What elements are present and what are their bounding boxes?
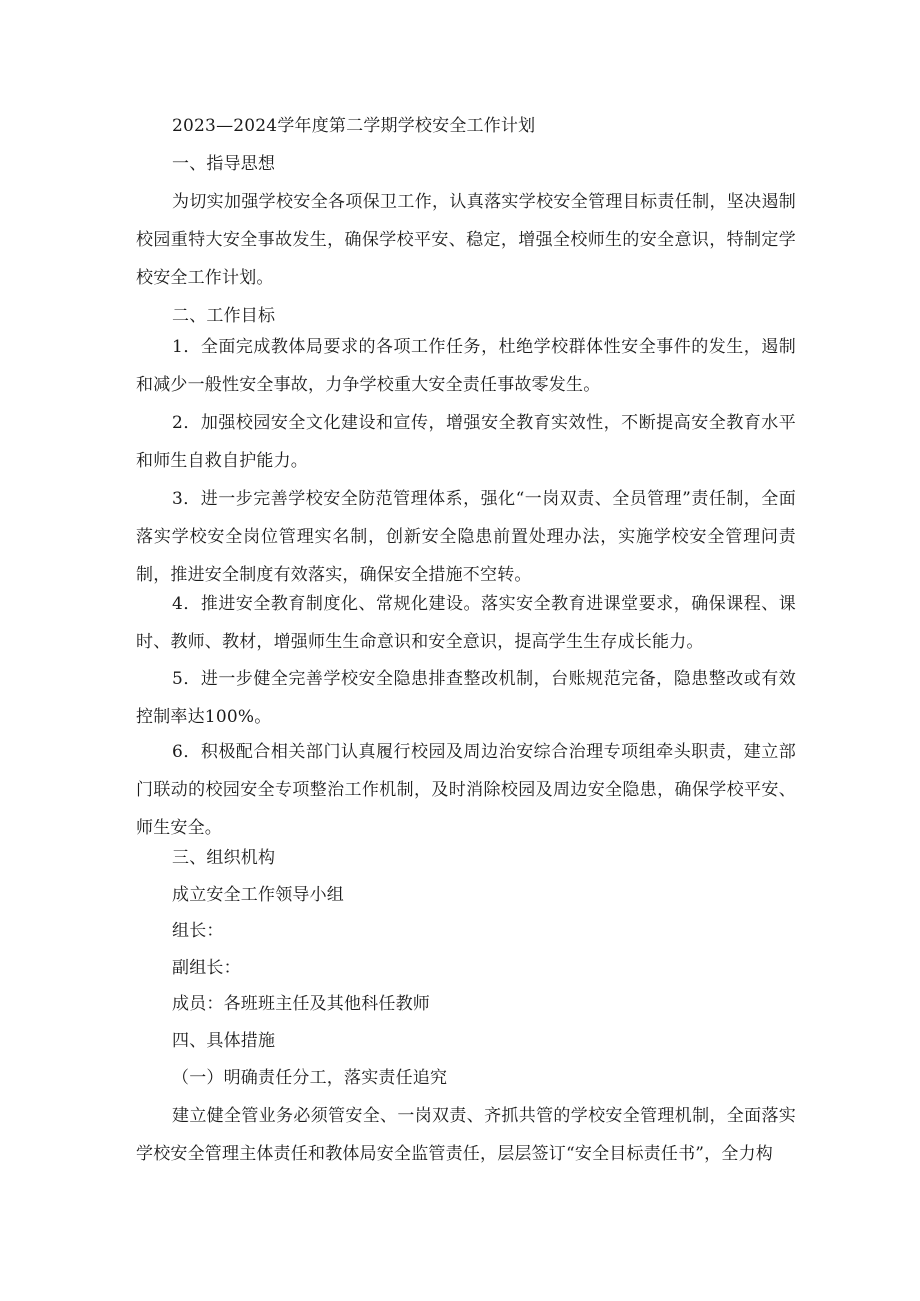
paragraph-guiding-ideology: 为切实加强学校安全各项保卫工作，认真落实学校安全管理目标责任制，坚决遏制校园重特大安全事故发生，确保学校平安、稳定，增强全校师生的安全意识，特制定学校安全工作计划。	[136, 192, 796, 288]
goal-item-4: 4．推进安全教育制度化、常规化建设。落实安全教育进课堂要求，确保课程、课时、教师、教材，增强师生生命意识和安全意识，提高学生生存成长能力。	[136, 594, 796, 652]
goal-item-3: 3．进一步完善学校安全防范管理体系，强化“一岗双责、全员管理”责任制，全面落实学校安全岗位管理实名制，创新安全隐患前置处理办法，实施学校安全管理问责制，推进安全制度有效落实，确保安全措施不空转。	[136, 489, 796, 585]
section-heading-work-goals: 二、工作目标	[172, 306, 276, 326]
organization-line-members: 成员：各班班主任及其他科任教师	[172, 994, 430, 1014]
organization-line-deputy: 副组长：	[172, 958, 241, 978]
document-title: 2023—2024学年度第二学期学校安全工作计划	[172, 116, 536, 136]
subsection-heading-responsibility: （一）明确责任分工，落实责任追究	[172, 1068, 448, 1088]
goal-item-1: 1．全面完成教体局要求的各项工作任务，杜绝学校群体性安全事件的发生，遏制和减少一般性安全事故，力争学校重大安全责任事故零发生。	[136, 337, 796, 395]
section-heading-organization: 三、组织机构	[172, 848, 276, 868]
goal-item-2: 2．加强校园安全文化建设和宣传，增强安全教育实效性，不断提高安全教育水平和师生自救自护能力。	[136, 413, 796, 471]
organization-line-1: 成立安全工作领导小组	[172, 885, 344, 905]
goal-item-6: 6．积极配合相关部门认真履行校园及周边治安综合治理专项组牵头职责，建立部门联动的校园安全专项整治工作机制，及时消除校园及周边安全隐患，确保学校平安、师生安全。	[136, 742, 796, 838]
paragraph-responsibility: 建立健全管业务必须管安全、一岗双责、齐抓共管的学校安全管理机制，全面落实学校安全管理主体责任和教体局安全监管责任，层层签订“安全目标责任书”，全力构	[136, 1106, 796, 1164]
section-heading-measures: 四、具体措施	[172, 1031, 276, 1051]
goal-item-5: 5．进一步健全完善学校安全隐患排查整改机制，台账规范完备，隐患整改或有效控制率达100%。	[136, 669, 796, 727]
section-heading-guiding-ideology: 一、指导思想	[172, 154, 276, 174]
organization-line-leader: 组长：	[172, 921, 224, 941]
